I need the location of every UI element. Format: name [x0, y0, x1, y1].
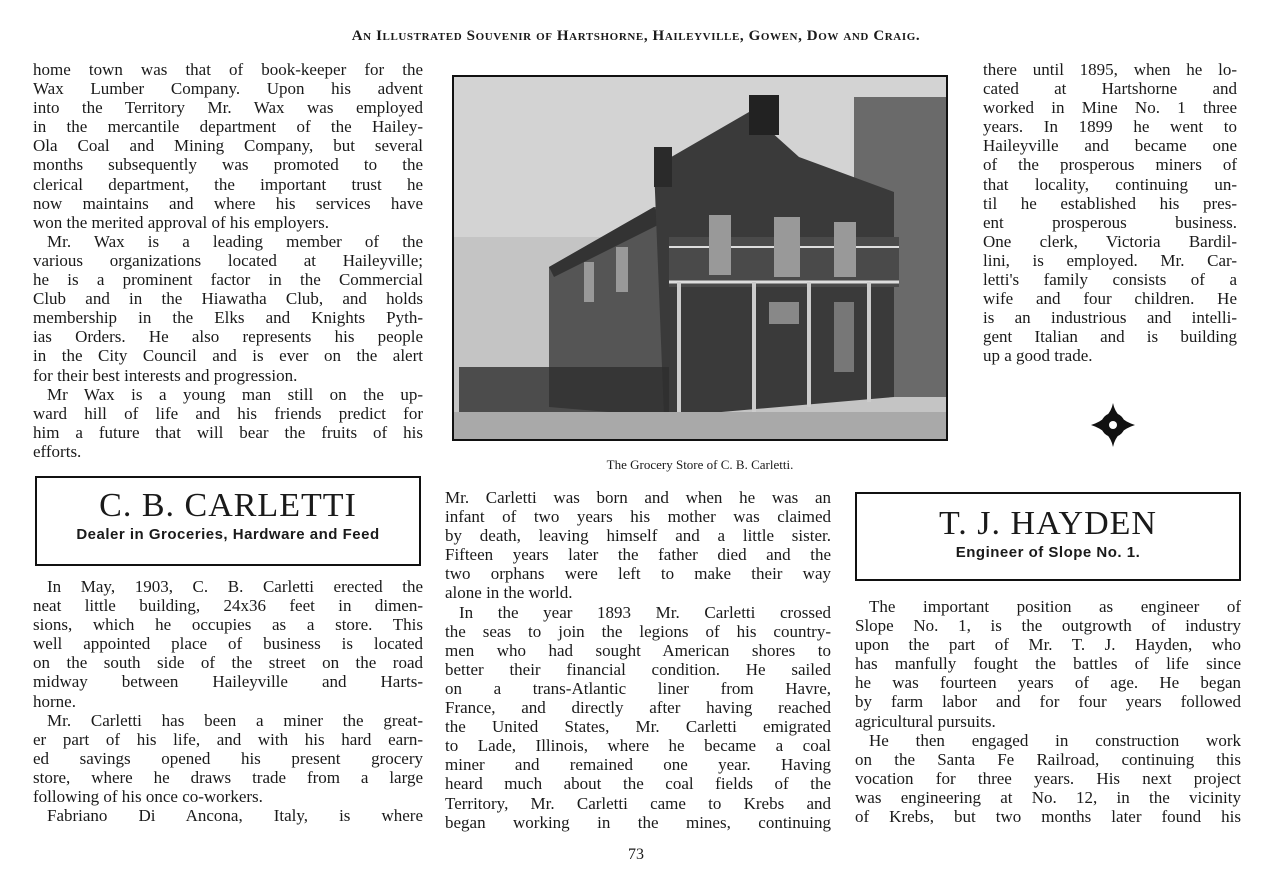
text-line: months subsequently was promoted to the — [33, 155, 423, 175]
carletti-subtitle: Dealer in Groceries, Hardware and Feed — [76, 526, 380, 543]
column-2-text — [445, 488, 831, 832]
text-line: Haileyville and became one — [983, 136, 1237, 156]
text-line: men who had sought American shores to — [445, 640, 831, 660]
text-line: Fabriano Di Ancona, Italy, is where — [47, 806, 423, 826]
text-line: that locality, continuing un- — [983, 174, 1237, 194]
text-line: sions, which he occupies as a store. This — [33, 615, 423, 635]
text-line: two orphans were left to make their way — [445, 564, 831, 584]
running-header: An Illustrated Souvenir of Hartshorne, Haileyville, Gowen, Dow and Craig. — [351, 28, 921, 44]
hayden-name: T. J. HAYDEN — [939, 505, 1157, 542]
text-line: into the Territory Mr. Wax was employed — [33, 98, 423, 118]
text-line: upon the part of Mr. T. J. Hayden, who — [855, 635, 1241, 655]
column-3-top-text — [983, 60, 1237, 366]
text-line: years. In 1899 he went to — [983, 117, 1237, 137]
text-line: of Krebs, but two months later found his — [855, 807, 1241, 827]
text-line: efforts. — [33, 441, 82, 461]
text-line: won the merited approval of his employers. — [33, 212, 330, 232]
page-number: 73 — [628, 846, 644, 863]
text-line: is an industrious and intelli- — [983, 308, 1237, 328]
text-line: ias Orders. He also represents his people — [33, 327, 423, 347]
text-line: Wax Lumber Company. Upon his advent — [33, 79, 423, 99]
text-line: The important position as engineer of — [869, 597, 1241, 616]
text-line: the United States, Mr. Carletti emigrated — [445, 717, 831, 737]
text-line: He then engaged in construction work — [869, 730, 1241, 750]
text-line: til he established his pres- — [983, 193, 1237, 213]
text-line: has manfully fought the battles of life since — [855, 654, 1241, 674]
text-line: France, and directly after having reached — [445, 698, 831, 718]
text-line: One clerk, Victoria Bardil- — [983, 231, 1237, 251]
building-illustration — [454, 77, 946, 439]
text-line: following of his once co-workers. — [33, 787, 263, 807]
column-1-top-text — [33, 60, 423, 461]
text-line: Fifteen years later the father died and the — [445, 545, 831, 565]
text-line: midway between Haileyville and Harts- — [33, 672, 423, 692]
text-line: he is a prominent factor in the Commercial — [33, 270, 423, 290]
text-line: ent prosperous business. — [983, 212, 1237, 232]
text-line: horne. — [33, 691, 76, 711]
text-line: on the south side of the street on the road — [33, 653, 423, 673]
text-line: home town was that of book-keeper for the — [33, 60, 423, 79]
text-line: now maintains and where his services have — [33, 193, 423, 213]
text-line: well appointed place of business is located — [33, 634, 423, 654]
text-line: Mr. Carletti was born and when he was an — [445, 488, 831, 507]
text-line: the seas to join the legions of his country- — [445, 621, 831, 641]
text-line: in the mercantile department of the Hailey- — [33, 117, 423, 137]
text-line: neat little building, 24x36 feet in dimen- — [33, 596, 423, 616]
text-line: In the year 1893 Mr. Carletti crossed — [459, 602, 831, 622]
text-line: Slope No. 1, is the outgrowth of industry — [855, 616, 1241, 636]
text-line: of the prosperous miners of — [983, 155, 1237, 175]
text-line: cated at Hartshorne and — [983, 79, 1237, 99]
text-line: various organizations located at Haileyville; — [33, 250, 423, 270]
text-line: for their best interests and progression. — [33, 365, 298, 385]
text-line: up a good trade. — [983, 346, 1093, 366]
text-line: better their financial condition. He sailed — [445, 659, 831, 679]
text-line: Ola Coal and Mining Company, but several — [33, 136, 423, 156]
text-line: worked in Mine No. 1 three — [983, 98, 1237, 118]
text-line: on a trans-Atlantic liner from Havre, — [445, 678, 831, 698]
text-line: Mr. Wax is a leading member of the — [47, 231, 423, 251]
hayden-subtitle: Engineer of Slope No. 1. — [955, 544, 1141, 561]
text-line: in the City Council and is ever on the alert — [33, 346, 423, 366]
column-1-bottom-text — [33, 577, 423, 825]
photo-caption: The Grocery Store of C. B. Carletti. — [606, 457, 794, 472]
text-line: wife and four children. He — [983, 289, 1237, 309]
diamond-ornament-icon — [1090, 402, 1136, 453]
text-line: to Lade, Illinois, where he became a coal — [445, 736, 831, 756]
text-line: clerical department, the important trust he — [33, 174, 423, 194]
text-line: began working in the mines, continuing — [445, 812, 831, 832]
text-line: Mr Wax is a young man still on the up- — [47, 384, 423, 404]
text-line: by death, leaving himself and a little sister. — [445, 526, 831, 546]
text-line: on the Santa Fe Railroad, continuing this — [855, 749, 1241, 769]
text-line: he was fourteen years of age. He began — [855, 673, 1241, 693]
text-line: heard much about the coal fields of the — [445, 774, 831, 794]
carletti-name: C. B. CARLETTI — [99, 487, 357, 524]
text-line: ward hill of life and his friends predict for — [33, 403, 423, 423]
text-line: vocation for three years. His next project — [855, 768, 1241, 788]
text-line: er part of his life, and with his hard earn- — [33, 729, 423, 749]
text-line: infant of two years his mother was claimed — [445, 507, 831, 527]
text-line: gent Italian and is building — [983, 327, 1237, 347]
carletti-title-box — [35, 476, 421, 566]
text-line: ed savings opened his present grocery — [33, 748, 423, 768]
column-3-bottom-text — [855, 597, 1241, 826]
grocery-store-photo — [452, 75, 948, 441]
text-line: Club and in the Hiawatha Club, and holds — [33, 289, 423, 309]
text-line: was engineering at No. 12, in the vicinity — [855, 787, 1241, 807]
hayden-title-box — [855, 492, 1241, 581]
text-line: agricultural pursuits. — [855, 711, 996, 731]
text-line: In May, 1903, C. B. Carletti erected the — [47, 577, 423, 596]
text-line: store, where he draws trade from a large — [33, 767, 423, 787]
text-line: alone in the world. — [445, 583, 573, 603]
text-line: Territory, Mr. Carletti came to Krebs and — [445, 793, 831, 813]
text-line: by farm labor and for four years followed — [855, 692, 1241, 712]
text-line: miner and remained one year. Having — [445, 755, 831, 775]
text-line: Mr. Carletti has been a miner the great- — [47, 710, 423, 730]
text-line: lini, is employed. Mr. Car- — [983, 250, 1237, 270]
text-line: membership in the Elks and Knights Pyth- — [33, 308, 423, 328]
text-line: there until 1895, when he lo- — [983, 60, 1237, 79]
text-line: him a future that will bear the fruits of his — [33, 422, 423, 442]
text-line: letti's family consists of a — [983, 270, 1237, 290]
